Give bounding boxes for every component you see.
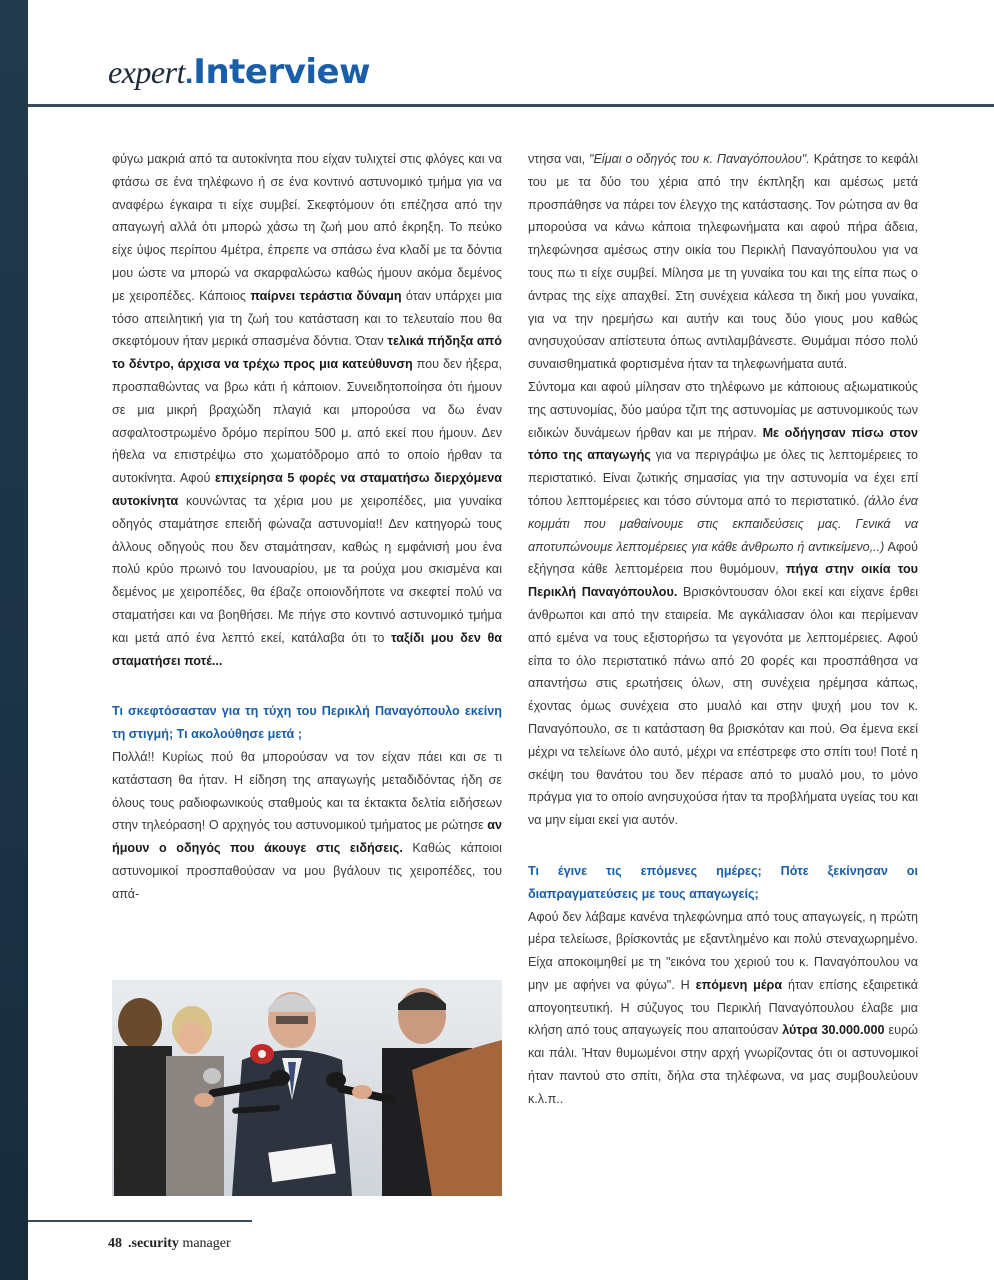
text-run: Κράτησε το κεφάλι του με τα δύο του χέρια από την έκπληξη και αμέσως μετά προσπάθησε να πάρει τον έλεγχο της κατάστασης. Τον ρώτησα αν θα μπορούσα να κάνω κάποια τηλεφωνήματα και αφού πήρα άδεια, τηλεφώνησα αμέσως στην οικία του Περικλή Παναγόπουλου για να τους πω τι είχε συμβεί. Μίλησα με τη γυναίκα του και της είπα πως ο άντρας της είχε απαχθεί. Στη συνέχεια κάλεσα τη δική μου γυναίκα, για να την ηρεμήσω και αυτήν και τους δύο γιους μου καθώς ανησυχούσαν απίστευτα όπως αντιλαμβάνεστε. Θυμάμαι πόσο πολύ συναισθηματικά φορτισμένα ήταν τα τηλεφωνήματα αυτά.: [528, 152, 918, 372]
press-conference-photo: [112, 980, 502, 1196]
text-run: κουνώντας τα χέρια μου με χειροπέδες, μια γυναίκα οδηγός σταμάτησε επειδή φώναζα αστυνομία!! Δεν κατηγορώ τους άλλους οδηγούς που δεν σταμάτησαν, καθώς η εμφάνισή μου ένα πολύ κρύο πρωινό του Ιανουαρίου, με τα ρούχα μου σκισμένα και δεμένος με χειροπέδες, θα έβαζε οποιονδήποτε να σκεφτεί πολύ να σταματήσει και να βοηθήσει. Με πήγε στο κοντινό αστυνομικό τμήμα και μετά από ένα λεπτό εκεί, κατάλαβα ότι το: [112, 493, 502, 645]
photo-illustration: [112, 980, 502, 1196]
italic-text: "Είμαι ο οδηγός του κ. Παναγόπουλου".: [589, 152, 810, 166]
right-paragraph-2: [528, 376, 918, 832]
bold-text: ταξίδι μου δεν θα σταματήσει ποτέ...: [112, 630, 502, 668]
masthead-expert: expert: [108, 54, 185, 90]
bold-text: τελικά πήδηξα από το δέντρο, άρχισα να τρέχω προς μια κατεύθυνση: [112, 334, 503, 372]
text-run: ήταν επίσης εξαιρετικά απογοητευτική. Η σύζυγος του Περικλή Παναγόπουλου έλαβε μια κλήση από τους απαγωγείς που απαιτούσαν: [528, 977, 918, 1038]
bold-text: επόμενη μέρα: [695, 977, 783, 992]
left-column: [112, 148, 502, 906]
text-run: όταν υπάρχει μια τόσο απειλητική για τη ζωή του κατάσταση και το τελευταίο που θα σκεφτόμουν ήταν μερικά σπασμένα δόντια. Όταν: [112, 288, 502, 349]
text-run: Καθώς κάποιοι αστυνομικοί προσπαθούσαν να μου βγάλουν τις χειροπέδες, του απά-: [112, 841, 502, 901]
header-rule: [28, 104, 994, 107]
text-run: για να περιγράψω με όλες τις λεπτομέρειες το περιστατικό. Είναι ζωτικής σημασίας για την αστυνομία να έχει επί τόπου λεπτομέρειες και τόσο σύντομα από το περιστατικό.: [528, 448, 918, 508]
bold-text: πήγα στην οικία του Περικλή Παναγόπουλου.: [528, 562, 918, 600]
right-column: [528, 148, 918, 1111]
page-number: 48: [108, 1236, 122, 1251]
text-run: φύγω μακριά από τα αυτοκίνητα που είχαν τυλιχτεί στις φλόγες και να φτάσω σε ένα τηλέφωνο ή σε ένα κοντινό αστυνομικό τμήμα για να αναφέρω έγκαιρα τι είχε συμβεί. Σκεφτόμουν ότι επέζησα από την απαγωγή αλλά ότι μπορώ χάσω τη ζωή μου από έκρηξη. Το πεύκο είχε ύψος περίπου 4μέτρα, έπρεπε να σπάσω ένα κλαδί με τα δόντια μου ώστε να μπορώ να σκαρφαλώσω καθώς ήμουν ακόμα δεμένος με χειροπέδες. Κάποιος: [112, 152, 502, 303]
left-paragraph-2: [112, 746, 502, 906]
text-run: Αφού δεν λάβαμε κανένα τηλεφώνημα από τους απαγωγείς, η πρώτη μέρα τελείωσε, βρίσκοντάς με εξαντλημένο και πολύ στεναχωρημένο. Είχα αποκοιμηθεί με τη "εικόνα του χεριού του κ. Παναγόπουλου να μην με αφήνει να φύγω". Η: [528, 909, 918, 992]
bold-text: επιχείρησα 5 φορές να σταματήσω διερχόμενα αυτοκίνητα: [112, 471, 502, 508]
footer-security: security: [131, 1236, 179, 1251]
question-2: Τι έγινε τις επόμενες ημέρες; Πότε ξεκίνησαν οι διαπραγματεύσεις με τους απαγωγείς;: [528, 863, 918, 901]
left-paragraph-1: [112, 148, 502, 672]
section-masthead: [108, 52, 370, 102]
masthead-interview: Interview: [193, 52, 371, 92]
bold-text: Με οδήγησαν πίσω στον τόπο της απαγωγής: [528, 425, 918, 463]
text-run: Βρισκόντουσαν όλοι εκεί και είχανε έρθει άνθρωποι και από την εταιρεία. Με αγκάλιασαν όλοι και περίμεναν από εμένα να τους εξιστορήσω τα γεγονότα με λεπτομέρειες. Αφού είπα το όλο περιστατικό πάνω από 20 φορές και προσπάθησα να απαντήσω στις ερωτήσεις όλων, στη συνέχεια ηρέμησα κάπως, έχοντας όμως συνέχεια στο μυαλό και στην ψυχή μου τον κ. Παναγόπουλο, σε τι κατάσταση θα βρισκόταν και πού. Θα έμενα εκεί μέχρι να τελείωνε όλο αυτό, μέχρι να επέστρεφε στο σπίτι του! Ποτέ η σκέψη του θανάτου του δεν πέρασε από το μυαλό μου, το μόνο πράγμα για το οποίο ανησυχούσα ήταν τα προβλήματα υγείας του και να μην είμαι εκεί για αυτόν.: [528, 585, 918, 828]
text-run: ευρώ και πάλι. Ήταν θυμωμένοι στην αρχή γνωρίζοντας ότι οι αστυνομικοί ήταν παντού στο σπίτι, δήλα στα τηλέφωνα, να μας συμβουλεύουν κ.λ.π..: [528, 1023, 919, 1106]
page-footer: [108, 1236, 231, 1252]
right-paragraph-1: [528, 148, 918, 376]
text-run: Πολλά!! Κυρίως πού θα μπορούσαν να τον είχαν πάει και σε τι κατάσταση θα ήταν. Η είδηση της απαγωγής μεταδιδόντας ήδη σε όλους τους ραδιοφωνικούς σταθμούς και τα έκτακτα δελτία ειδήσεων στην τηλεόραση! Ο αρχηγός του αστυνομικού τμήματος με ρώτησε: [112, 749, 502, 833]
text-run: Αφού εξήγησα κάθε λεπτομέρεια που θυμόμουν,: [528, 539, 919, 577]
bold-text: αν ήμουν ο οδηγός που άκουγε στις ειδήσεις.: [112, 818, 502, 856]
footer-dot: .: [128, 1236, 132, 1251]
text-run: Σύντομα και αφού μίλησαν στο τηλέφωνο με κάποιους αξιωματικούς της αστυνομίας, δύο μαύρα τζιπ της αστυνομίας με αστυνομικούς των ειδικών δυνάμεων ήρθαν και με πήραν.: [528, 379, 918, 440]
italic-text: (άλλο ένα κομμάτι που μαθαίνουμε στις εκπαιδεύσεις μας. Γενικά να αποτυπώνουμε λεπτομέρειες για κάθε άνθρωπο ή αντικείμενο,..): [528, 493, 918, 554]
bold-text: λύτρα 30.000.000: [782, 1023, 885, 1038]
text-run: ντησα ναι,: [528, 152, 590, 166]
footer-rule: [28, 1220, 252, 1222]
bold-text: παίρνει τεράστια δύναμη: [250, 288, 402, 303]
right-paragraph-3: [528, 906, 918, 1111]
question-1: Τι σκεφτόσασταν για τη τύχη του Περικλή Παναγόπουλο εκείνη τη στιγμή; Τι ακολούθησε μετά ;: [112, 704, 502, 742]
footer-manager: manager: [182, 1236, 231, 1251]
left-color-band: [0, 0, 28, 1280]
text-run: που δεν ήξερα, προσπαθώντας να βρω κάτι ή κάποιον. Συνειδητοποίησα ότι ήμουν σε μια μικρή βραχώδη πλαγιά και μπορούσα να δω έναν ασφαλτοστρωμένο δρόμο περίπου 500 μ. από εκεί που ήμουν. Δεν ήθελα να επιστρέψω στο χωματόδρομο από το οποίο ήρθαν τα αυτοκίνητα. Αφού: [112, 357, 502, 486]
masthead-dot: .: [184, 57, 194, 90]
